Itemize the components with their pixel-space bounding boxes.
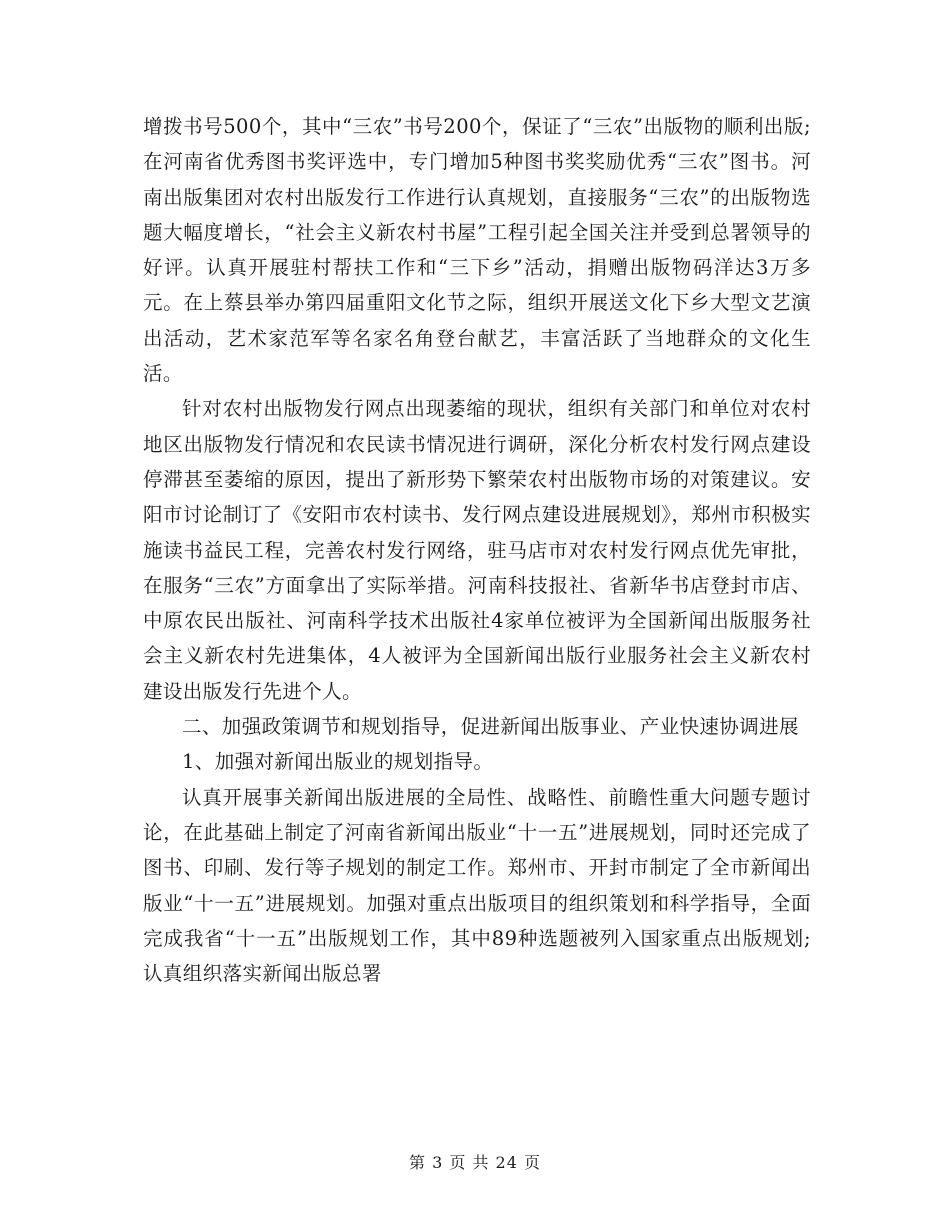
paragraph-continuation: 增拨书号500个，其中“三农”书号200个，保证了“三农”出版物的顺利出版;在河南省优秀图书奖评选中，专门增加5种图书奖奖励优秀“三农”图书。河南出版集团对农村出版发行工作进行认真规划，直接服务“三农”的出版物选题大幅度增长，“社会主义新农村书屋”工程引起全国关注并受到总署领导的好评。认真开展驻村帮扶工作和“三下乡”活动，捐赠出版物码洋达3万多元。在上蔡县举办第四届重阳文化节之际，组织开展送文化下乡大型文艺演出活动，艺术家范军等名家名角登台献艺，丰富活跃了当地群众的文化生活。 — [143, 115, 811, 386]
page-number-footer: 第 3 页 共 24 页 — [409, 1153, 541, 1172]
section-heading-two: 二、加强政策调节和规划指导，促进新闻出版事业、产业快速协调进展 — [182, 715, 799, 739]
document-body — [143, 109, 811, 991]
paragraph-planning: 认真开展事关新闻出版进展的全局性、战略性、前瞻性重大问题专题讨论，在此基础上制定了河南省新闻出版业“十一五”进展规划，同时还完成了图书、印刷、发行等子规划的制定工作。郑州市、开封市制定了全市新闻出版业“十一五”进展规划。加强对重点出版项目的组织策划和科学指导，全面完成我省“十一五”出版规划工作，其中89种选题被列入国家重点出版规划;认真组织落实新闻出版总署 — [143, 785, 811, 986]
paragraph-rural-network: 针对农村出版物发行网点出现萎缩的现状，组织有关部门和单位对农村地区出版物发行情况和农民读书情况进行调研，深化分析农村发行网点建设停滞甚至萎缩的原因，提出了新形势下繁荣农村出版物市场的对策建议。安阳市讨论制订了《安阳市农村读书、发行网点建设进展规划》，郑州市积极实施读书益民工程，完善农村发行网络，驻马店市对农村发行网点优先审批，在服务“三农”方面拿出了实际举措。河南科技报社、省新华书店登封市店、中原农民出版社、河南科学技术出版社4家单位被评为全国新闻出版服务社会主义新农村先进集体，4人被评为全国新闻出版行业服务社会主义新农村建设出版发行先进个人。 — [143, 397, 811, 703]
subsection-heading-one: 1、加强对新闻出版业的规划指导。 — [182, 750, 494, 774]
